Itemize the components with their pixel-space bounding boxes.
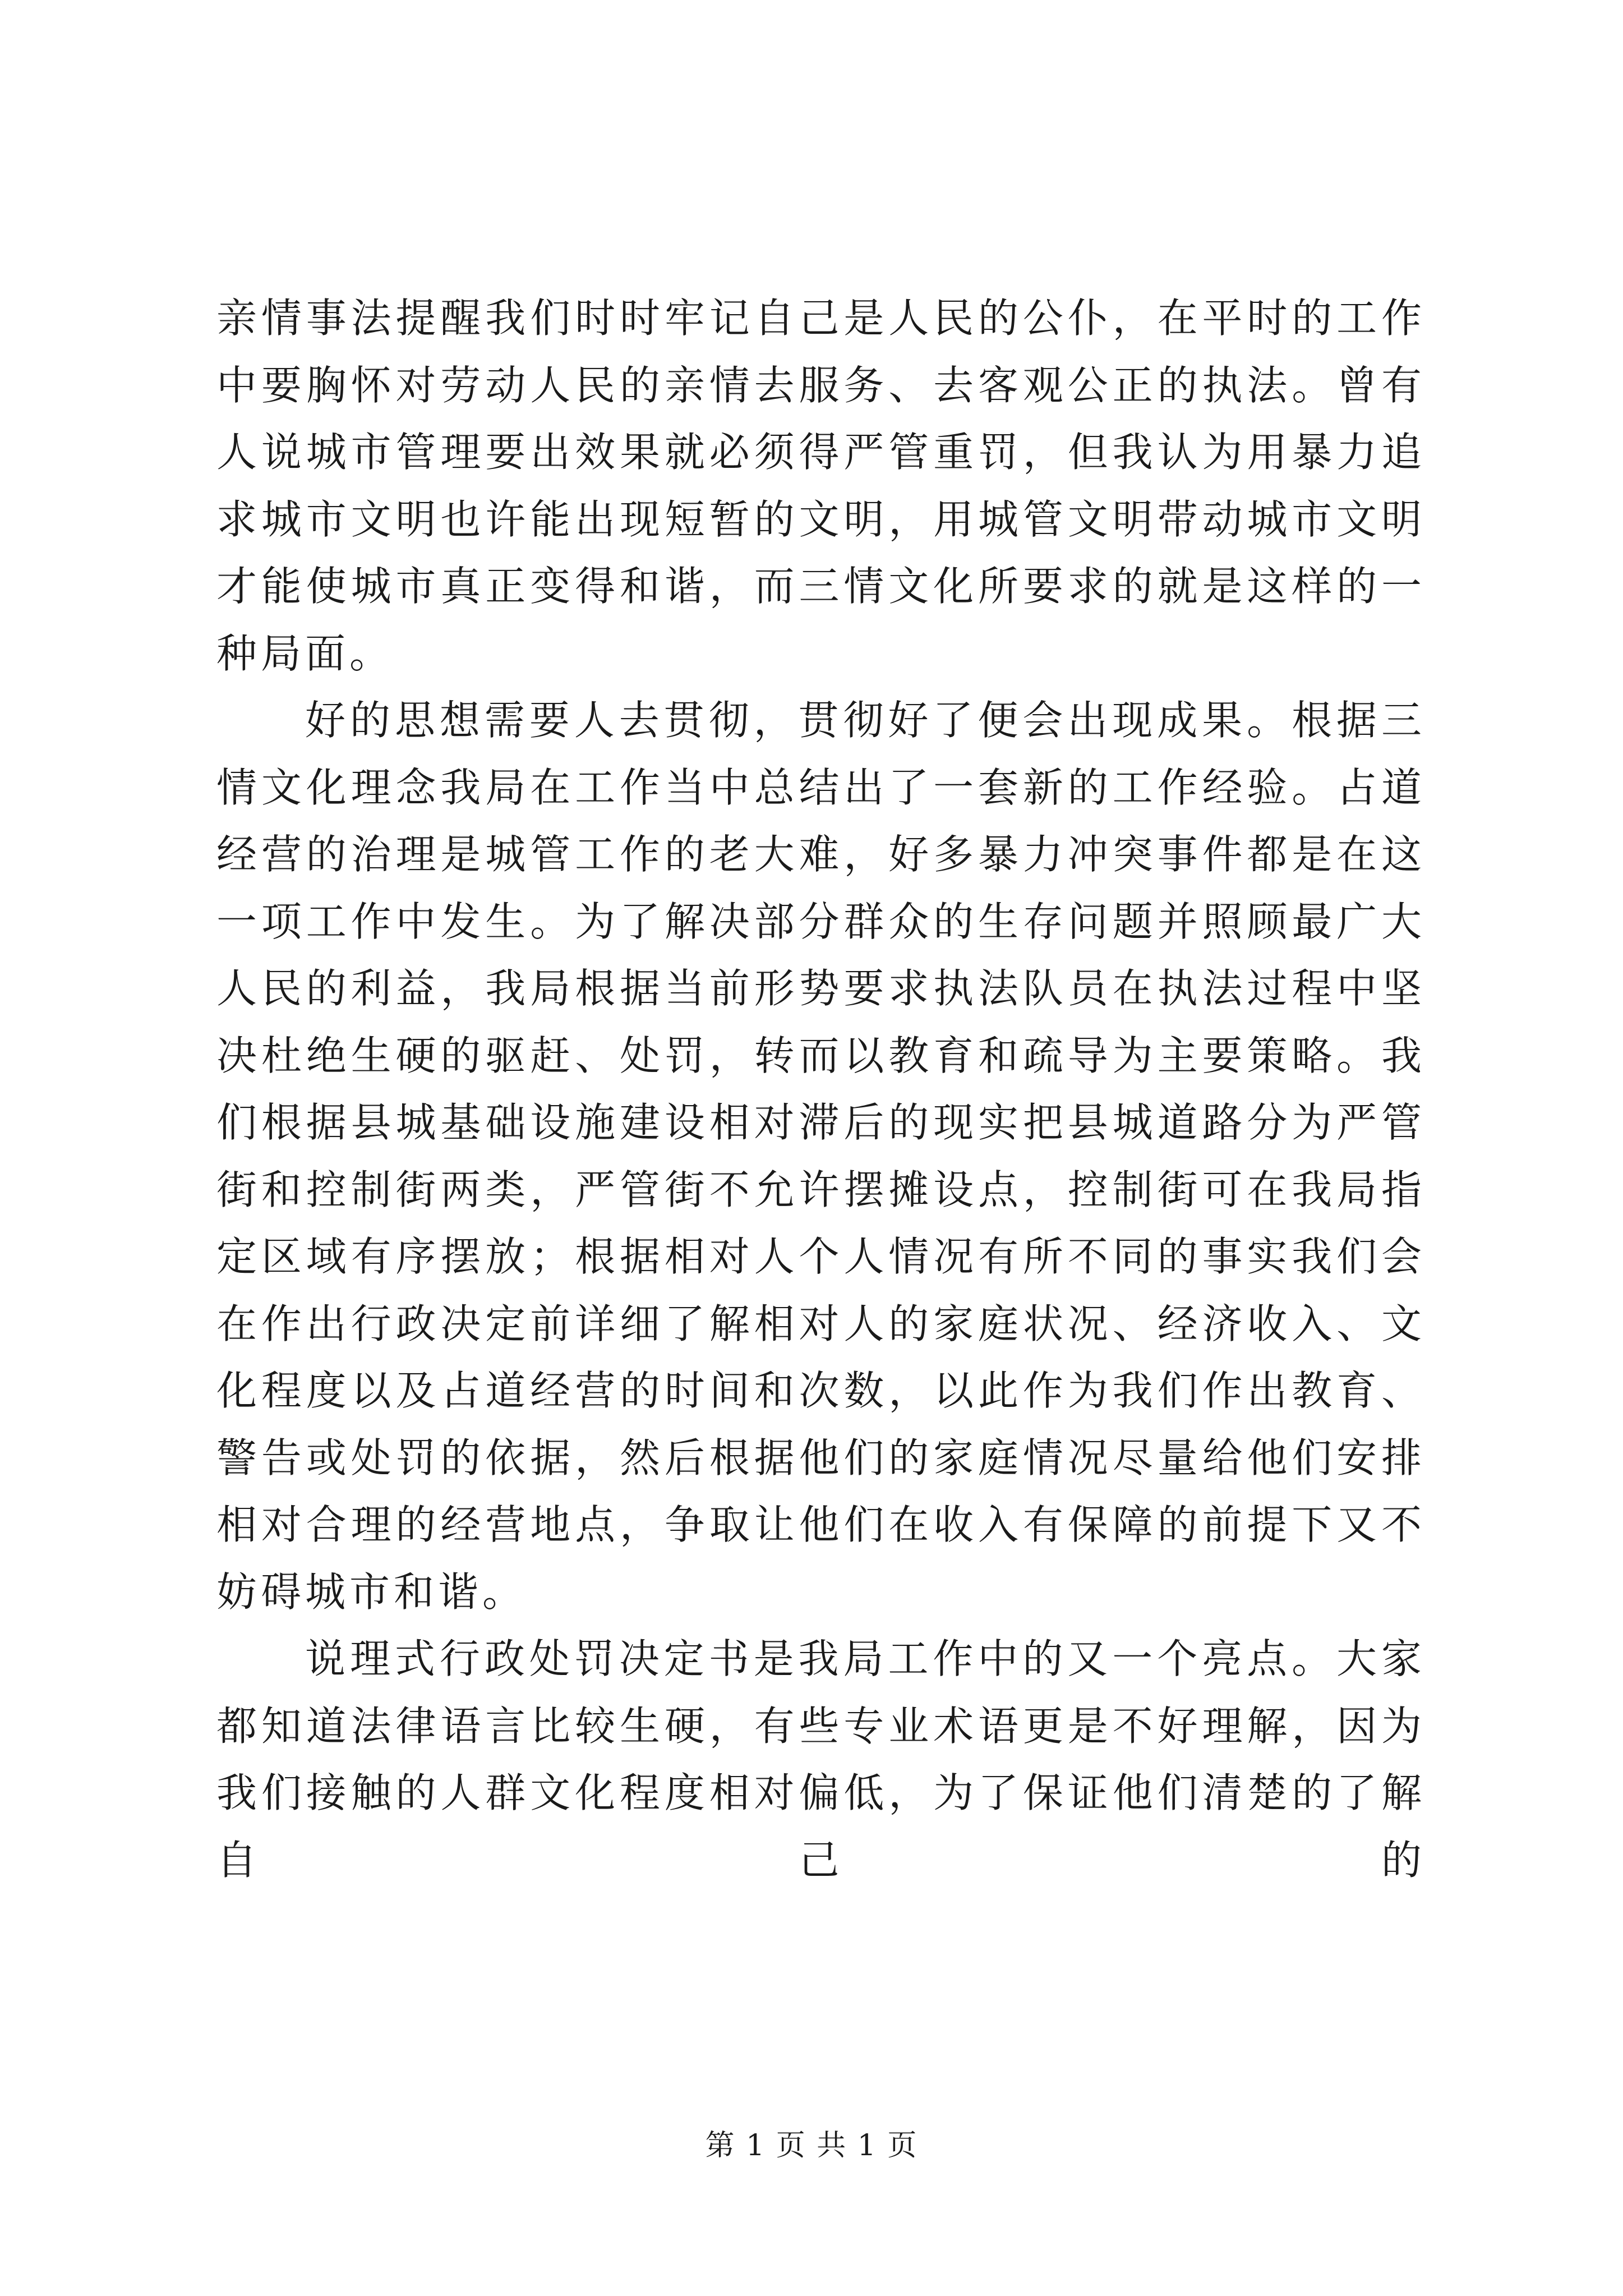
paragraph-1: 亲情事法提醒我们时时牢记自己是人民的公仆，在平时的工作中要胸怀对劳动人民的亲情去服务、去客观公正的执法。曾有人说城市管理要出效果就必须得严管重罚，但我认为用暴力追求城市文明也许能出现短暂的文明，用城管文明带动城市文明才能使城市真正变得和谐，而三情文化所要求的就是这样的一种局面。: [216, 295, 1426, 677]
page-footer: 第 1 页 共 1 页: [705, 2129, 918, 2162]
paragraph-3: 说理式行政处罚决定书是我局工作中的又一个亮点。大家都知道法律语言比较生硬，有些专业术语更是不好理解，因为我们接触的人群文化程度相对偏低，为了保证他们清楚的了解自己的: [216, 1635, 1426, 1884]
paragraph-2: 好的思想需要人去贯彻，贯彻好了便会出现成果。根据三情文化理念我局在工作当中总结出了一套新的工作经验。占道经营的治理是城管工作的老大难，好多暴力冲突事件都是在这一项工作中发生。为了解决部分群众的生存问题并照顾最广大人民的利益，我局根据当前形势要求执法队员在执法过程中坚决杜绝生硬的驱赶、处罚，转而以教育和疏导为主要策略。我们根据县城基础设施建设相对滞后的现实把县城道路分为严管街和控制街两类，严管街不允许摆摊设点，控制街可在我局指定区域有序摆放；根据相对人个人情况有所不同的事实我们会在作出行政决定前详细了解相对人的家庭状况、经济收入、文化程度以及占道经营的时间和次数，以此作为我们作出教育、警告或处罚的依据，然后根据他们的家庭情况尽量给他们安排相对合理的经营地点，争取让他们在收入有保障的前提下又不妨碍城市和谐。: [216, 697, 1426, 1616]
document-body: [216, 285, 1426, 1894]
